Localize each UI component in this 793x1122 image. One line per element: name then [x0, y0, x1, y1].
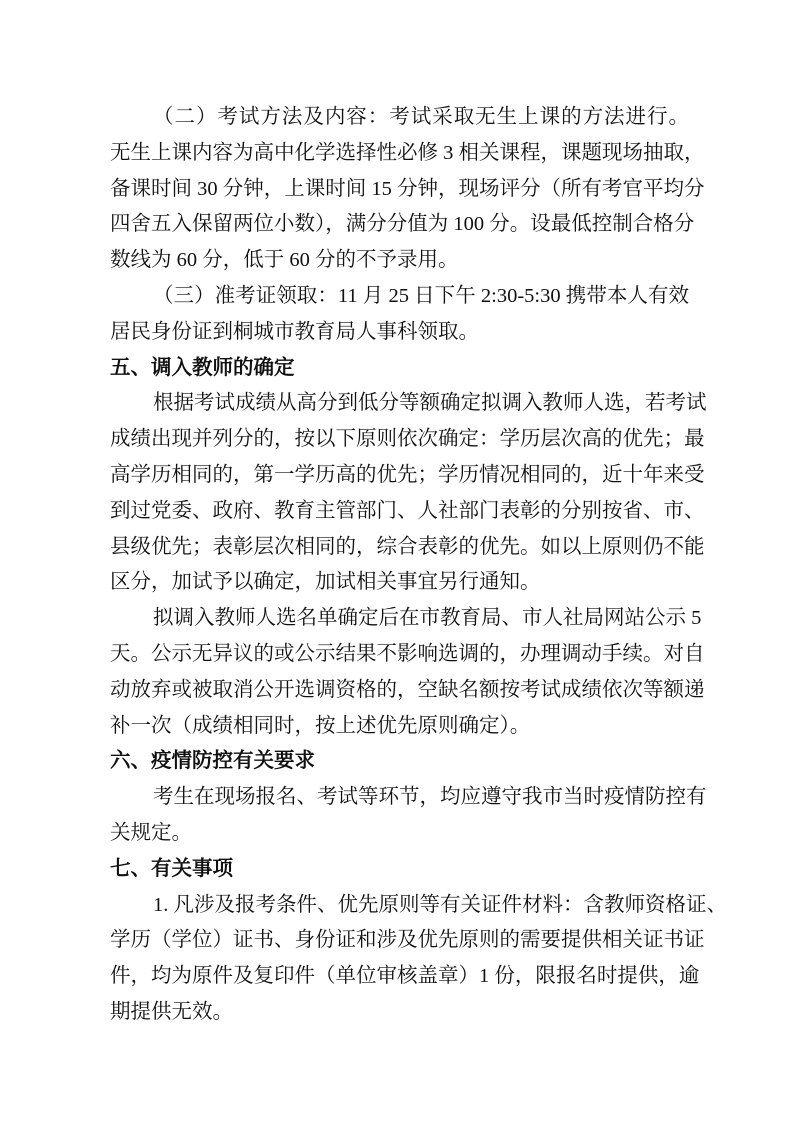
paragraph — [110, 888, 727, 1031]
paragraph-line: 关规定。 — [110, 821, 192, 844]
paragraph-line: 无生上课内容为高中化学选择性必修 3 相关课程，课题现场抽取， — [110, 141, 705, 164]
paragraph-line: 动放弃或被取消公开选调资格的，空缺名额按考试成绩依次等额递 — [110, 678, 705, 701]
paragraph — [110, 386, 707, 601]
section-heading — [110, 852, 689, 888]
paragraph-line: 拟调入教师人选名单确定后在市教育局、市人社局网站公示 5 — [153, 607, 702, 630]
paragraph-line: （二）考试方法及内容：考试采取无生上课的方法进行。 — [153, 106, 689, 128]
paragraph-line: 件，均为原件及复印件（单位审核盖章）1 份，限报名时提供，逾 — [110, 965, 700, 988]
paragraph — [110, 601, 705, 744]
paragraph-line: 根据考试成绩从高分到低分等额确定拟调入教师人选，若考试 — [153, 392, 707, 415]
paragraph-line: 高学历相同的，第一学历高的优先；学历情况相同的，近十年来受 — [110, 463, 705, 486]
paragraph-line: 考生在现场报名、考试等环节，均应遵守我市当时疫情防控有 — [153, 786, 707, 809]
paragraph — [110, 100, 705, 279]
paragraph-line: 四舍五入保留两位小数），满分分值为 100 分。设最低控制合格分 — [110, 213, 695, 236]
paragraph-line: 备课时间 30 分钟，上课时间 15 分钟，现场评分（所有考官平均分 — [110, 177, 705, 200]
paragraph-line: （三）准考证领取：11 月 25 日下午 2:30-5:30 携带本人有效 — [153, 284, 689, 307]
paragraph — [110, 279, 689, 351]
heading-text: 七、有关事项 — [110, 857, 233, 880]
paragraph-line: 县级优先；表彰层次相同的，综合表彰的优先。如以上原则仍不能 — [110, 535, 705, 558]
paragraph-line: 期提供无效。 — [110, 1000, 233, 1023]
paragraph-line: 天。公示无异议的或公示结果不影响选调的，办理调动手续。对自 — [110, 642, 705, 665]
paragraph-line: 数线为 60 分，低于 60 分的不予录用。 — [110, 249, 459, 272]
document-page — [110, 100, 727, 1031]
section-heading — [110, 351, 689, 387]
heading-text: 五、调入教师的确定 — [110, 356, 295, 379]
heading-text: 六、疫情防控有关要求 — [110, 750, 315, 773]
paragraph-line: 学历（学位）证书、身份证和涉及优先原则的需要提供相关证书证 — [110, 929, 705, 952]
paragraph-line: 区分，加试予以确定，加试相关事宜另行通知。 — [110, 571, 541, 594]
section-heading — [110, 744, 689, 780]
paragraph-line: 补一次（成绩相同时，按上述优先原则确定）。 — [110, 714, 531, 737]
paragraph-line: 到过党委、政府、教育主管部门、人社部门表彰的分别按省、市、 — [110, 499, 705, 522]
paragraph — [110, 780, 707, 852]
paragraph-line: 居民身份证到桐城市教育局人事科领取。 — [110, 320, 479, 343]
paragraph-line: 成绩出现并列分的，按以下原则依次确定：学历层次高的优先；最 — [110, 428, 705, 451]
paragraph-line: 1. 凡涉及报考条件、优先原则等有关证件材料：含教师资格证、 — [153, 893, 727, 916]
